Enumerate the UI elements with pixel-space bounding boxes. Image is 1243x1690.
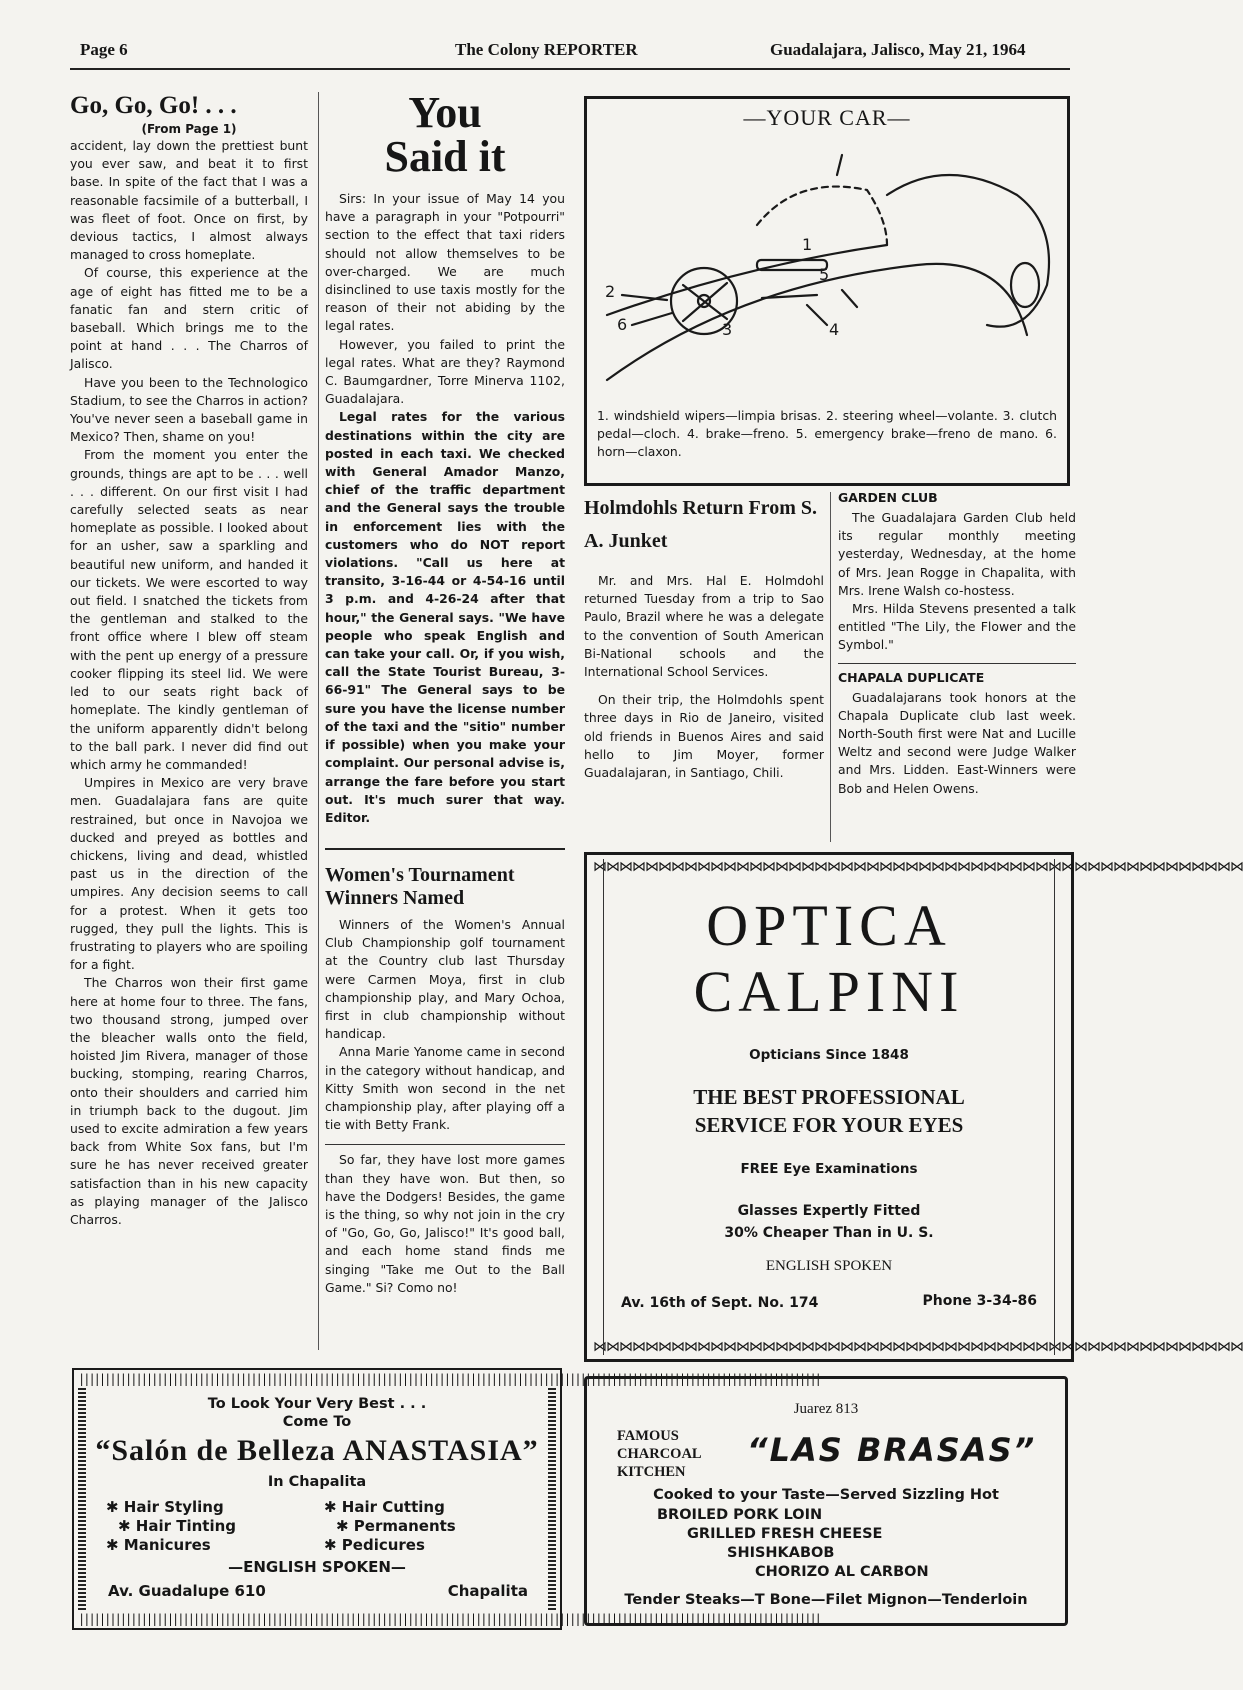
brasas-kitchen: KITCHEN	[617, 1464, 686, 1480]
paragraph: Umpires in Mexico are very brave men. Guadalajara fans are quite restrained, but once in Navojoa we ducked and preyed as bottles and chickens, living and dead, whistled past us in the direction of the umpires. Any decision seems to call for a protest. When it gets too rugged, they pull the lights. This is frustrating to players who are spoiling for a fight.	[70, 775, 308, 973]
ad-border-top: ||||||||||||||||||||||||||||||||||||||||||||||||||||||||||||||||||||||||||||||||||||||||||||||||||||||||||||||||||||||||||||||||||||||||||||||	[78, 1372, 820, 1386]
column-title-line1: You	[408, 88, 482, 137]
paragraph: So far, they have lost more games than they have won. But then, so have the Dodgers! Besides, the game is the thing, so why not join in the cry of "Go, Go, Go, Jalisco!" It's good ball, and each home stand finds me singing "Take me Out to the Ball Game." Si? Como no!	[325, 1152, 565, 1295]
salon-english: —ENGLISH SPOKEN—	[228, 1558, 406, 1576]
ad-border-left	[591, 859, 604, 1355]
paragraph: Anna Marie Yanome came in second in the category without handicap, and Kitty Smith won second in the net championship play, after playing off a tie with Betty Frank.	[325, 1044, 565, 1133]
paragraph: The Guadalajara Garden Club held its regular monthly meeting yesterday, Wednesday, at the home of Mrs. Jean Rogge in Chapalita, with Mrs. Irene Walsh co-hostess.	[838, 510, 1076, 598]
salon-line2: Come To	[282, 1414, 352, 1430]
optica-fit-line2: 30% Cheaper Than in U. S.	[724, 1225, 934, 1241]
paragraph: Guadalajarans took honors at the Chapala Duplicate club last week. North-South first were Nat and Lucille Weltz and second were Judge Walker and Mrs. Lidden. East-Winners were Bob and Helen Owens.	[838, 689, 1076, 796]
optica-best-line1: THE BEST PROFESSIONAL	[693, 1085, 965, 1109]
optica-phone: Phone 3-34-86	[922, 1293, 1037, 1309]
ad-border-bottom: ⋈⋈⋈⋈⋈⋈⋈⋈⋈⋈⋈⋈⋈⋈⋈⋈⋈⋈⋈⋈⋈⋈⋈⋈⋈⋈⋈⋈⋈⋈⋈⋈⋈⋈⋈⋈⋈⋈⋈⋈⋈⋈⋈⋈⋈⋈⋈⋈⋈⋈	[593, 1339, 1243, 1355]
article-you-said-it	[325, 88, 565, 827]
label-1: 1	[802, 235, 813, 254]
brasas-tagline: Cooked to your Taste—Served Sizzling Hot	[653, 1487, 999, 1503]
paragraph: Winners of the Women's Annual Club Championship golf tournament at the Country club last Thursday were Carmen Moya, first in club championship play, and Mary Ochoa, first in club championship without handicap.	[325, 917, 565, 1042]
ad-border-right	[548, 1388, 556, 1610]
salon-service: ✱ Manicures	[106, 1536, 211, 1554]
letter-paragraph: However, you failed to print the legal rates. What are they? Raymond C. Baumgardner, Torre Minerva 1102, Guadalajara.	[325, 336, 565, 407]
salon-place: In Chapalita	[267, 1474, 367, 1490]
article-body	[838, 689, 1076, 798]
optica-best-line2: SERVICE FOR YOUR EYES	[694, 1113, 964, 1137]
ad-border-top: ⋈⋈⋈⋈⋈⋈⋈⋈⋈⋈⋈⋈⋈⋈⋈⋈⋈⋈⋈⋈⋈⋈⋈⋈⋈⋈⋈⋈⋈⋈⋈⋈⋈⋈⋈⋈⋈⋈⋈⋈⋈⋈⋈⋈⋈⋈⋈⋈⋈⋈	[593, 859, 1243, 875]
dateline: Guadalajara, Jalisco, May 21, 1964	[770, 40, 1026, 59]
salon-service: ✱ Hair Tinting	[118, 1517, 237, 1535]
article-womens-tournament	[325, 864, 565, 1297]
salon-service: ✱ Permanents	[336, 1517, 456, 1535]
column-rule	[830, 492, 831, 842]
brasas-item: SHISHKABOB	[727, 1545, 835, 1561]
optica-calpini-ad	[584, 852, 1243, 1362]
salon-name: “Salón de Belleza ANASTASIA”	[95, 1434, 539, 1467]
leader-lines	[622, 295, 672, 325]
brasas-item: BROILED PORK LOIN	[657, 1507, 823, 1523]
your-car-box	[584, 96, 1070, 486]
article-go-go-go	[70, 92, 308, 1229]
ad-border-bottom: ||||||||||||||||||||||||||||||||||||||||||||||||||||||||||||||||||||||||||||||||||||||||||||||||||||||||||||||||||||||||||||||||||||||||||||||	[78, 1612, 820, 1626]
salon-service: ✱ Hair Cutting	[324, 1498, 445, 1516]
article-holmdohls	[584, 492, 824, 782]
column-title-line2: Said it	[384, 132, 506, 181]
letter-paragraph: Sirs: In your issue of May 14 you have a paragraph in your "Potpourri" section to the effect that taxi riders should not allow themselves to be over-charged. We are much disinclined to use taxis mostly for the reason of their not abiding by the legal rates.	[325, 191, 565, 334]
optica-since: Opticians Since 1848	[749, 1047, 909, 1063]
headlight	[1011, 263, 1039, 307]
newspaper-name: The Colony REPORTER	[455, 40, 638, 59]
optica-fit-line1: Glasses Expertly Fitted	[737, 1203, 921, 1219]
ad-border-right	[1054, 859, 1067, 1355]
header-rule	[70, 68, 1070, 70]
label-5: 5	[819, 265, 830, 284]
salon-city: Chapalita	[447, 1582, 528, 1600]
continued-from: (From Page 1)	[141, 122, 237, 136]
brasas-item: GRILLED FRESH CHEESE	[687, 1526, 883, 1542]
label-4: 4	[829, 320, 840, 339]
hood-curve	[887, 175, 1049, 327]
article-body	[70, 137, 308, 1229]
paragraph: Mr. and Mrs. Hal E. Holmdohl returned Tuesday from a trip to Sao Paulo, Brazil where he was a delegate to the convention of South American Bi-National schools and the International School Services.	[584, 573, 824, 680]
optica-free: FREE Eye Examinations	[740, 1161, 918, 1177]
page-number: Page 6	[80, 40, 128, 59]
pointer	[837, 155, 842, 175]
section-head: GARDEN CLUB	[838, 490, 938, 505]
optica-address: Av. 16th of Sept. No. 174	[621, 1295, 819, 1311]
article-body	[584, 572, 824, 782]
paragraph: Have you been to the Technologico Stadium, to see the Charros in action? You've never seen a baseball game in Mexico? Then, shame on you!	[70, 374, 308, 445]
section-rule	[838, 663, 1076, 664]
label-3: 3	[722, 320, 733, 339]
las-brasas-ad	[584, 1376, 1068, 1626]
article-title: Go, Go, Go! . . .	[70, 92, 237, 119]
brasas-steaks: Tender Steaks—T Bone—Filet Mignon—Tenderloin	[624, 1592, 1028, 1608]
optica-english: ENGLISH SPOKEN	[765, 1258, 893, 1274]
paragraph: Mrs. Hilda Stevens presented a talk entitled "The Lily, the Flower and the Symbol."	[838, 601, 1076, 653]
brasas-name: “LAS BRASAS”	[747, 1431, 1037, 1469]
brasas-famous: FAMOUS	[617, 1428, 679, 1444]
editor-reply: Legal rates for the various destinations within the city are posted in each taxi. We checked with General Amador Manzo, chief of the traffic department and the General says the trouble in enforcement lies with the customers who do NOT report violations. "Call us here at transito, 3-16-44 or 4-54-16 until 3 p.m. and 4-26-24 after that hour," the General says. "We have people who speak English and can take your call. Or, if you wish, call the State Tourist Bureau, 3-66-91" The General says to be sure you have the license number of the taxi and the "sitio" number if possible) when you make your complaint. Our personal advise is, arrange the fare before you start out. It's much surer that way. Editor.	[325, 409, 565, 825]
salon-service: ✱ Hair Styling	[106, 1498, 224, 1516]
optica-name-line1: OPTICA	[706, 893, 952, 958]
optica-name-line2: CALPINI	[693, 959, 965, 1024]
article-title: Holmdohls Return From S. A. Junket	[584, 497, 817, 552]
letter-body	[325, 190, 565, 827]
salon-address: Av. Guadalupe 610	[108, 1582, 266, 1600]
paragraph: From the moment you enter the grounds, things are apt to be . . . well . . . different. On our first visit I had carefully selected seats as near homeplate as possible. I looked about for an usher, saw a sparkling and beautiful new uniform, and handed it our tickets. We were escorted to way out field. I snatched the tickets from the gentleman and stalked to the front office where I blew off steam with the pent up energy of a pressure cooker flipping its steel lid. We were led to our seats right back of homeplate. The kindly gentleman of the uniform apparently didn't belong to the ball park. I never did find out which army he commanded!	[70, 447, 308, 772]
section-rule	[325, 1144, 565, 1145]
paragraph: accident, lay down the prettiest bunt you ever saw, and beat it to first base. In spite of the fact that I was a reasonable facsimile of a butterball, I was fleet of foot. Once on first, by devious tactics, I almost always managed to cross homeplate.	[70, 138, 308, 263]
paragraph: Of course, this experience at the age of eight has fitted me to be a fanatic fan and stern critic of baseball. Which brings me to the point at hand . . . The Charros of Jalisco.	[70, 265, 308, 372]
paragraph: The Charros won their first game here at home four to three. The fans, two thousand strong, jumped over the bleacher walls onto the field, hoisted Jim Rivera, manager of those bucking, stomping, rearing Charros, onto their shoulders and carried him in triumph back to the dugout. Jim used to excite admiration a few years back from White Sox fans, but I'm sure he has never received greater satisfaction than in his new capacity as playing manager of the Jalisco Charros.	[70, 975, 308, 1227]
windshield-wipers	[757, 187, 887, 245]
dashboard-curve	[607, 264, 1027, 380]
column-rule	[318, 92, 319, 1350]
article-title: Women's Tournament Winners Named	[325, 864, 515, 909]
salon-service: ✱ Pedicures	[324, 1536, 425, 1554]
label-2: 2	[605, 282, 616, 301]
section-rule	[325, 848, 565, 850]
paragraph: On their trip, the Holmdohls spent three days in Rio de Janeiro, visited old friends in Buenos Aires and said hello to Jim Moyer, former Guadalajaran, in Santiago, Chili.	[584, 692, 824, 781]
brasas-address: Juarez 813	[793, 1401, 859, 1417]
article-garden-club	[838, 490, 1076, 798]
section-head: CHAPALA DUPLICATE	[838, 669, 985, 685]
label-6: 6	[617, 315, 628, 334]
car-caption: 1. windshield wipers—limpia brisas. 2. steering wheel—volante. 3. clutch pedal—cloch. 4. brake—freno. 5. emergency brake—freno de mano. 6. horn—claxon.	[597, 408, 1057, 459]
salon-line1: To Look Your Very Best . . .	[207, 1396, 427, 1412]
ad-border-left	[78, 1388, 86, 1610]
brasas-charcoal: CHARCOAL	[617, 1446, 702, 1462]
box-title: —YOUR CAR—	[743, 105, 911, 130]
car-dashboard-illustration	[587, 135, 1067, 405]
article-body	[838, 509, 1076, 655]
go-go-go-continued	[325, 1151, 565, 1297]
article-body	[325, 916, 565, 1134]
brasas-item: CHORIZO AL CARBON	[755, 1564, 929, 1580]
